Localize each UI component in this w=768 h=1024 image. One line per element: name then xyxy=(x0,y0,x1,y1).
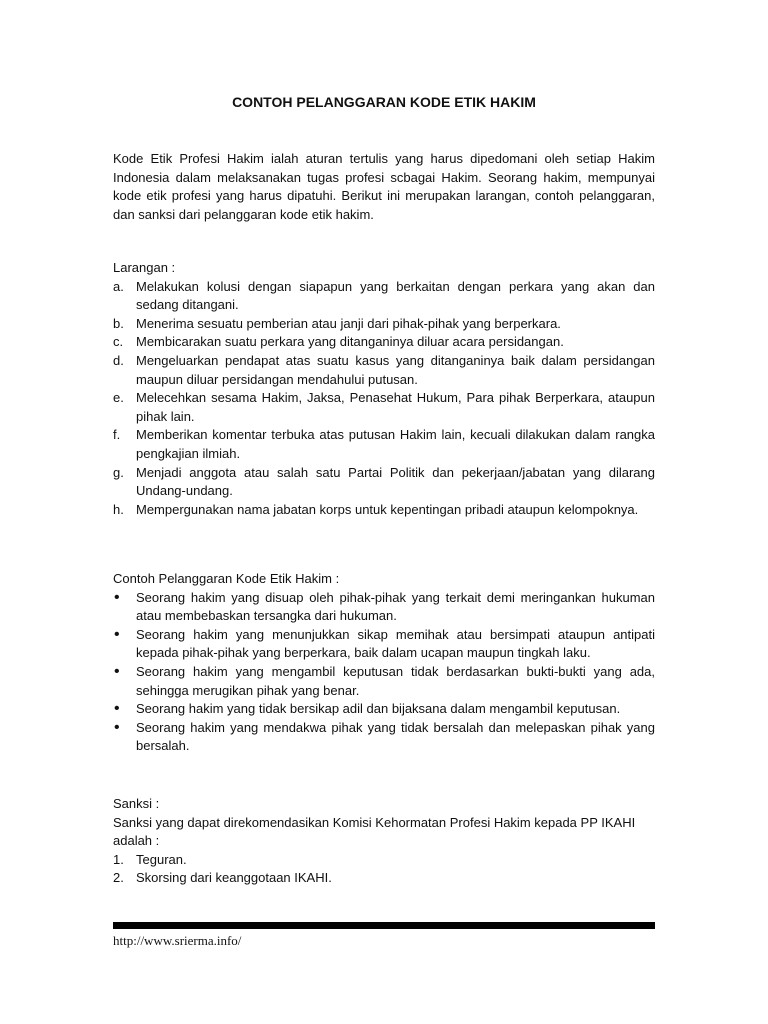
footer-url-link[interactable]: http://www.srierma.info/ xyxy=(113,933,242,948)
list-item xyxy=(113,589,655,626)
list-marker: h. xyxy=(113,501,124,517)
list-item xyxy=(113,501,655,520)
bullet-icon: • xyxy=(114,662,120,680)
bullet-icon: • xyxy=(114,588,120,606)
list-item-text: Teguran. xyxy=(136,851,187,867)
list-item-text: Skorsing dari keanggotaan IKAHI. xyxy=(136,870,332,886)
contoh-list xyxy=(113,589,655,756)
list-marker: c. xyxy=(113,334,124,350)
list-item-text: Seorang hakim yang disuap oleh pihak-pihak yang terkait demi meringankan hukuman atau membebaskan tersangka dari hukuman. xyxy=(136,589,655,624)
list-item-text: Mempergunakan nama jabatan korps untuk kepentingan pribadi ataupun kelompoknya. xyxy=(136,501,639,517)
larangan-heading: Larangan : xyxy=(113,260,176,275)
list-marker: e. xyxy=(113,390,124,406)
list-item-text: Mengeluarkan pendapat atas suatu kasus yang ditanganinya baik dalam persidangan maupun diluar persidangan mendahului putusan. xyxy=(136,352,655,387)
list-marker: f. xyxy=(113,427,121,443)
list-item xyxy=(113,700,655,719)
list-marker: 1. xyxy=(113,851,124,867)
contoh-heading: Contoh Pelanggaran Kode Etik Hakim : xyxy=(113,571,340,586)
sanksi-heading: Sanksi : xyxy=(113,796,160,811)
larangan-section xyxy=(113,259,655,519)
list-item xyxy=(113,851,655,870)
list-item xyxy=(113,389,655,426)
list-item-text: Memberikan komentar terbuka atas putusan Hakim lain, kecuali dilakukan dalam rangka pengkajian ilmiah. xyxy=(136,427,655,461)
list-marker: b. xyxy=(113,315,124,331)
list-item xyxy=(113,464,655,501)
list-item-text: Seorang hakim yang mendakwa pihak yang tidak bersalah dan melepaskan pihak yang bersalah. xyxy=(136,719,655,754)
list-item-text: Seorang hakim yang mengambil keputusan tidak berdasarkan bukti-bukti yang ada, sehingga merugikan pihak yang benar. xyxy=(136,663,655,698)
list-item xyxy=(113,315,655,334)
list-item xyxy=(113,869,655,888)
list-item xyxy=(113,278,655,315)
list-item xyxy=(113,426,655,463)
bullet-icon: • xyxy=(114,718,120,736)
list-item-text: Menjadi anggota atau salah satu Partai Politik dan pekerjaan/jabatan yang dilarang Undang-undang. xyxy=(136,464,655,499)
sanksi-text: Sanksi yang dapat direkomendasikan Komisi Kehormatan Profesi Hakim kepada PP IKAHI adalah : xyxy=(113,814,636,849)
sanksi-section xyxy=(113,795,655,888)
list-marker: 2. xyxy=(113,870,124,886)
contoh-section xyxy=(113,570,655,756)
list-item-text: Menerima sesuatu pemberian atau janji dari pihak-pihak yang berperkara. xyxy=(136,315,561,331)
list-item xyxy=(113,352,655,389)
document-title: CONTOH PELANGGARAN KODE ETIK HAKIM xyxy=(232,94,536,110)
sanksi-list xyxy=(113,851,655,888)
footer-divider xyxy=(113,922,655,929)
list-item xyxy=(113,719,655,756)
intro-paragraph: Kode Etik Profesi Hakim ialah aturan tertulis yang harus dipedomani oleh setiap Hakim Indonesia dalam melaksanakan tugas profesi scbagai Hakim. Seorang hakim, mempunyai kode etik profesi yang harus dipatuhi. Berikut ini merupakan larangan, contoh pelanggaran, dan sanksi dari pelanggaran kode etik hakim. xyxy=(113,151,655,222)
list-item-text: Melecehkan sesama Hakim, Jaksa, Penasehat Hukum, Para pihak Berperkara, ataupun pihak lain. xyxy=(136,390,655,424)
list-marker: g. xyxy=(113,464,124,480)
list-marker: a. xyxy=(113,278,124,294)
list-item-text: Seorang hakim yang tidak bersikap adil dan bijaksana dalam mengambil keputusan. xyxy=(136,701,621,717)
list-item xyxy=(113,663,655,700)
list-marker: d. xyxy=(113,352,124,368)
list-item-text: Membicarakan suatu perkara yang ditanganinya diluar acara persidangan. xyxy=(136,334,564,350)
list-item xyxy=(113,626,655,663)
list-item xyxy=(113,333,655,352)
larangan-list xyxy=(113,278,655,520)
list-item-text: Melakukan kolusi dengan siapapun yang berkaitan dengan perkara yang akan dan sedang ditangani. xyxy=(136,278,655,313)
bullet-icon: • xyxy=(114,625,120,643)
list-item-text: Seorang hakim yang menunjukkan sikap memihak atau bersimpati ataupun antipati kepada pihak-pihak yang berperkara, baik dalam ucapan maupun tingkah laku. xyxy=(136,626,655,661)
bullet-icon: • xyxy=(114,700,120,718)
